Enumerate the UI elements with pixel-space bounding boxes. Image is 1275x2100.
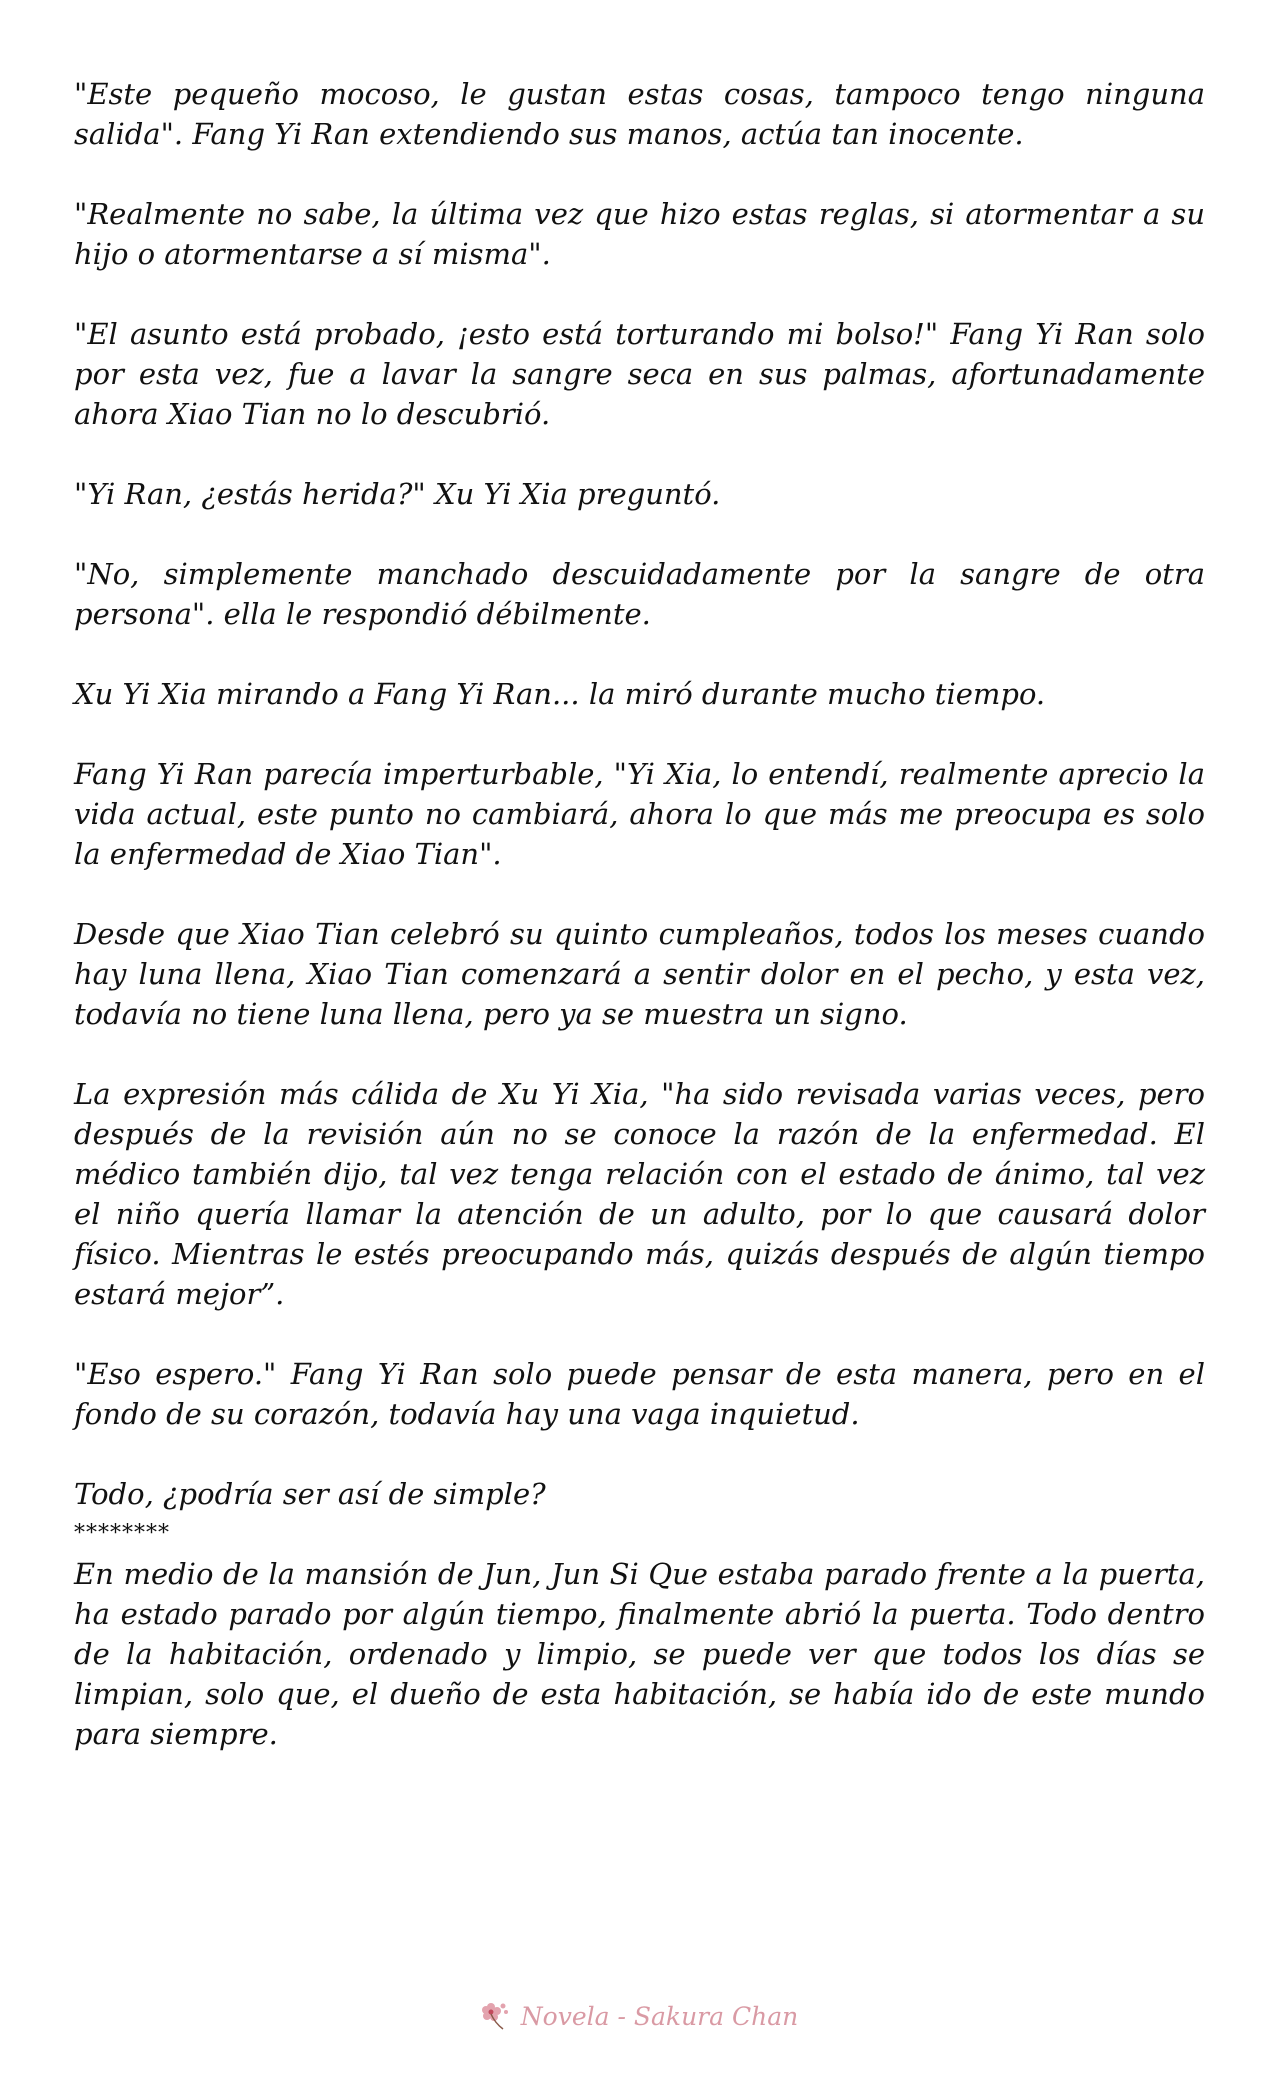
paragraph-7: Fang Yi Ran parecía imperturbable, "Yi Xia, lo entendí, realmente aprecio la vida actual, este punto no cambiará, ahora lo que más me preocupa es solo la enfermedad de Xiao Tian". [74, 757, 1205, 871]
final-paragraph: En medio de la mansión de Jun, Jun Si Que estaba parado frente a la puerta, ha estado parado por algún tiempo, finalmente abrió la puerta. Todo dentro de la habitación, ordenado y limpio, se puede ver que todos los días se limpian, solo que, el dueño de esta habitación, se había ido de este mundo para siempre. [74, 1557, 1205, 1751]
sakura-flower-icon [477, 1998, 513, 2034]
scene-separator: ******** [74, 1521, 170, 1546]
paragraph-2: "Realmente no sabe, la última vez que hizo estas reglas, si atormentar a su hijo o atormentarse a sí misma". [74, 197, 1205, 271]
paragraph-1: "Este pequeño mocoso, le gustan estas cosas, tampoco tengo ninguna salida". Fang Yi Ran extendiendo sus manos, actúa tan inocente. [74, 77, 1205, 151]
paragraph-3: "El asunto está probado, ¡esto está torturando mi bolso!" Fang Yi Ran solo por esta vez, fue a lavar la sangre seca en sus palmas, afortunadamente ahora Xiao Tian no lo descubrió. [74, 317, 1205, 431]
document-body [74, 74, 1205, 1794]
footer-watermark [0, 1998, 1275, 2034]
paragraph-11: Todo, ¿podría ser así de simple? [74, 1477, 546, 1511]
paragraph-5: "No, simplemente manchado descuidadamente por la sangre de otra persona". ella le respondió débilmente. [74, 557, 1205, 631]
paragraph-6: Xu Yi Xia mirando a Fang Yi Ran... la miró durante mucho tiempo. [74, 677, 1046, 711]
paragraph-10: "Eso espero." Fang Yi Ran solo puede pensar de esta manera, pero en el fondo de su corazón, todavía hay una vaga inquietud. [74, 1357, 1205, 1431]
paragraph-4: "Yi Ran, ¿estás herida?" Xu Yi Xia preguntó. [74, 477, 721, 511]
paragraph-9: La expresión más cálida de Xu Yi Xia, "ha sido revisada varias veces, pero después de la revisión aún no se conoce la razón de la enfermedad. El médico también dijo, tal vez tenga relación con el estado de ánimo, tal vez el niño quería llamar la atención de un adulto, por lo que causará dolor físico. Mientras le estés preocupando más, quizás después de algún tiempo estará mejor”. [74, 1077, 1205, 1311]
paragraph-8: Desde que Xiao Tian celebró su quinto cumpleaños, todos los meses cuando hay luna llena, Xiao Tian comenzará a sentir dolor en el pecho, y esta vez, todavía no tiene luna llena, pero ya se muestra un signo. [74, 917, 1205, 1031]
footer-text: Novela - Sakura Chan [520, 2001, 799, 2031]
